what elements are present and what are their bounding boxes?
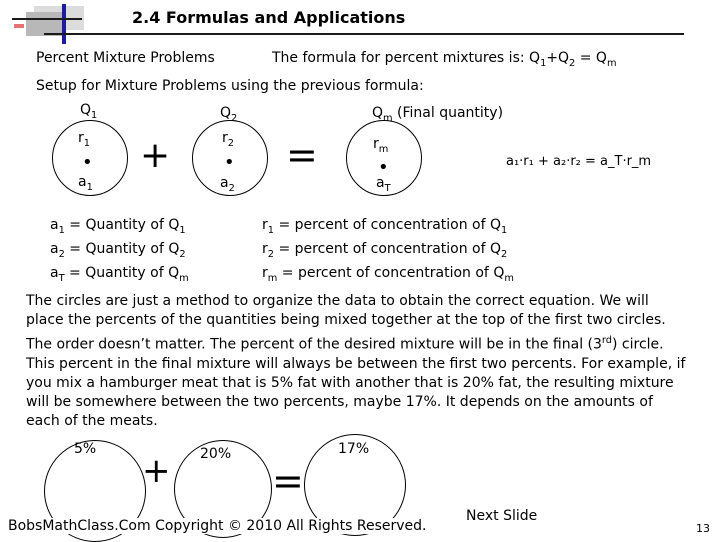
percent-3: 17% [338,441,370,457]
page-title: 2.4 Formulas and Applications [132,8,406,27]
dot-2: • [224,152,235,173]
def-a2: $a_2$ = Quantity of $Q_2$ [50,240,186,260]
r1-label: $r_1$ [78,130,90,149]
dot-1: • [82,152,93,173]
setup-text: Setup for Mixture Problems using the previous formula: [36,78,424,94]
formula-q1: Q [529,50,541,66]
percent-2: 20% [200,446,232,462]
rm-label: $r_m$ [373,136,389,155]
copyright-footer: BobsMathClass.Com Copyright © 2010 All Rights Reserved. [8,518,427,534]
formula-line: The formula for percent mixtures is: $Q_1+Q_2 = Q_m$ [272,50,617,69]
a2-label: $a_2$ [220,175,235,194]
plus-sign-bottom: + [142,451,171,491]
percent-1: 5% [74,441,97,457]
section-label: Percent Mixture Problems [36,50,215,66]
slide-number: 13 [696,522,710,535]
definitions-right [262,216,514,287]
definitions-left [50,216,189,287]
r2-label: $r_2$ [222,130,234,149]
def-rm: $r_m$ = percent of concentration of $Q_m$ [262,264,514,284]
next-slide-link[interactable]: Next Slide [466,508,538,524]
plus-sign-top: + [140,135,171,176]
qm-label: $Q_m$ (Final quantity) [372,105,504,124]
formula-prefix: The formula for percent mixtures is: [272,50,525,66]
q1-label: $Q_1$ [80,102,98,121]
equals-sign-bottom: = [272,459,304,503]
a1-label: $a_1$ [78,174,93,193]
explanation-paragraph: The circles are just a method to organize the data to obtain the correct equation. We will place the percents of the quantities being mixed together at the top of the first two circles. The order doesn’t matter. The percent of the desired mixture will be in the final (3rd) circle. This percent in the final mixture will always be between the first two percents. For example, if you mix a hamburger meat that is 5% fat with another that is 20% fat, the resulting mixture will be somewhere between the two percents, maybe 17%. It depends on the amounts of each of the meats. [26,293,686,430]
title-divider [44,33,684,35]
logo-graphic [12,4,92,44]
def-aT: $a_T$ = Quantity of $Q_m$ [50,264,189,284]
def-r1: $r_1$ = percent of concentration of $Q_1$ [262,217,508,236]
def-r2: $r_2$ = percent of concentration of $Q_2$ [262,240,508,260]
aT-label: $a_T$ [376,175,391,194]
equals-sign-top: = [286,133,318,177]
def-a1: $a_1$ = Quantity of $Q_1$ [50,217,186,236]
dot-3: • [378,157,389,178]
q2-label: $Q_2$ [220,105,238,124]
equation: a₁·r₁ + a₂·r₂ = a_T·r_m [506,154,652,169]
